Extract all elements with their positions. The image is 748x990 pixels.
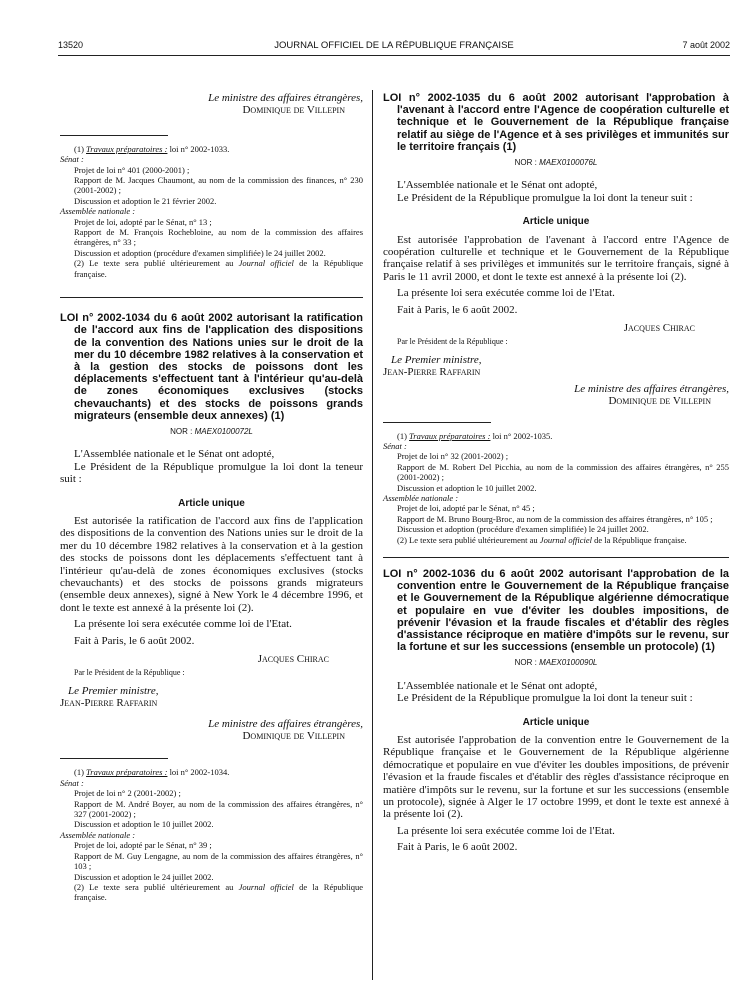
signed-place-date: Fait à Paris, le 6 août 2002.	[397, 841, 518, 854]
president-signature: Jacques Chirac	[257, 653, 329, 666]
promulgation-text: Le Président de la République promulgue la loi dont la teneur suit :	[397, 191, 693, 204]
issue-date: 7 août 2002	[682, 40, 730, 50]
header-rule	[58, 55, 730, 56]
promulgation-text: Le Président de la République promulgue la loi dont la teneur suit :	[60, 460, 363, 486]
adopted-text: L'Assemblée nationale et le Sénat ont adopté,	[74, 448, 275, 461]
promulgation-text: Le Président de la République promulgue la loi dont la teneur suit :	[397, 692, 693, 705]
law-1035-nor: NOR : MAEX0100076L	[514, 158, 598, 168]
footnote-rule	[60, 758, 168, 759]
pm-name: Jean-Pierre Raffarin	[383, 366, 481, 379]
law-1034-nor: NOR : MAEX0100072L	[170, 426, 253, 436]
execution-text: La présente loi sera exécutée comme loi de l'Etat.	[397, 287, 615, 300]
pm-role: Le Premier ministre,	[68, 684, 159, 697]
journal-title: JOURNAL OFFICIEL DE LA RÉPUBLIQUE FRANÇAISE	[274, 40, 514, 51]
article-heading: Article unique	[522, 716, 590, 728]
minister-role: Le ministre des affaires étrangères,	[574, 382, 729, 395]
execution-text: La présente loi sera exécutée comme loi de l'Etat.	[74, 618, 292, 631]
footnotes-law-1035: (1) Travaux préparatoires : loi n° 2002-1035. Sénat : Projet de loi n° 32 (2001-2002) ; Rapport de M. Robert Del Picchia, au nom de la commission des affaires étrangères, n° 255 (2001-2002) ; Discussion et adoption le 10 juillet 2002. Assemblée nationale : Projet de loi, adopté par le Sénat, n° 45 ; Rapport de M. Bruno Bourg-Broc, au nom de la commission des affaires étrangères, n° 105 ; Discussion et adoption (procédure d'examen simplifiée) le 24 juillet 2002. (2) Le texte sera publié ultérieurement au Journal officiel de la République française.	[383, 430, 729, 545]
president-signature: Jacques Chirac	[623, 322, 695, 335]
pm-name: Jean-Pierre Raffarin	[60, 697, 158, 710]
top-signature-role: Le ministre des affaires étrangères,	[208, 92, 363, 104]
adopted-text: L'Assemblée nationale et le Sénat ont adopté,	[397, 179, 598, 192]
travaux-link[interactable]: Travaux préparatoires :	[409, 430, 491, 441]
law-1036-nor: NOR : MAEX0100090L	[514, 658, 598, 668]
law-1034-title: LOI n° 2002-1034 du 6 août 2002 autorisant la ratification de l'accord aux fins de l'application des dispositions de la convention des Nations unies sur le droit de la mer du 10 décembre 1982 relatives à la conservation et à la gestion des stocks de poissons dont les déplacements s'effectuent tant à l'intérieur qu'au-delà de zones économiques exclusives (stocks chevauchants) et des stocks de poissons grands migrateurs (ensemble deux annexes) (1)	[60, 312, 363, 422]
signed-place-date: Fait à Paris, le 6 août 2002.	[74, 634, 195, 647]
signature-by: Par le Président de la République :	[74, 668, 185, 678]
law-1035-title: LOI n° 2002-1035 du 6 août 2002 autorisant l'approbation à l'avenant à l'accord entre l'Agence de coopération culturelle et technique et le Gouvernement de la République française relatif au siège de l'Agence et à ses privilèges et immunités sur le territoire français (1)	[383, 92, 729, 153]
travaux-link[interactable]: Travaux préparatoires :	[86, 143, 168, 154]
law-1036-title: LOI n° 2002-1036 du 6 août 2002 autorisant l'approbation de la convention entre le Gouvernement de la République française et le Gouvernement de la République algérienne démocratique et populaire en vue d'éviter les doubles impositions, de prévenir l'évasion et la fraude fiscales et d'établir des règles d'assistance réciproque en matière d'impôts sur le revenu, sur la fortune et sur les successions (ensemble un protocole) (1)	[383, 567, 729, 654]
section-rule	[60, 297, 363, 298]
article-heading: Article unique	[178, 497, 245, 509]
signature-by: Par le Président de la République :	[397, 337, 508, 347]
minister-role: Le ministre des affaires étrangères,	[208, 717, 363, 730]
page-header	[58, 40, 730, 54]
footnotes-law-1034: (1) Travaux préparatoires : loi n° 2002-1034. Sénat : Projet de loi n° 2 (2001-2002) ; Rapport de M. André Boyer, au nom de la commission des affaires étrangères, n° 327 (2001-2002) ; Discussion et adoption le 10 juillet 2002. Assemblée nationale : Projet de loi, adopté par le Sénat, n° 39 ; Rapport de M. Guy Lengagne, au nom de la commission des affaires étrangères, n° 103 ; Discussion et adoption le 24 juillet 2002. (2) Le texte sera publié ultérieurement au Journal officiel de la République française.	[60, 767, 363, 903]
minister-name: Dominique de Villepin	[242, 730, 345, 743]
travaux-link[interactable]: Travaux préparatoires :	[86, 767, 168, 778]
section-rule	[383, 557, 729, 558]
article-body: Est autorisée l'approbation de la convention entre le Gouvernement de la République française et le Gouvernement de la République algérienne démocratique et populaire en vue d'éviter les doubles impositions, de prévenir l'évasion et la fraude fiscales et d'établir des règles d'assistance réciproque en matière d'impôts sur le revenu, sur la fortune et sur les successions (ensemble un protocole), signée à Alger le 17 octobre 1999, et dont le texte est annexé à la présente loi (2).	[383, 734, 729, 821]
footnote-rule	[383, 422, 491, 423]
page-number: 13520	[58, 40, 84, 50]
article-body: Est autorisée l'approbation de l'avenant à l'accord entre l'Agence de coopération culturelle et technique et le Gouvernement de la République française relatif à ses privilèges et immunités sur le territoire français, signé à Paris le 11 avril 2000, et dont le texte est annexé à la présente loi (2).	[383, 233, 729, 283]
left-column	[60, 92, 363, 903]
execution-text: La présente loi sera exécutée comme loi de l'Etat.	[397, 824, 615, 837]
top-signature-name: Dominique de Villepin	[242, 104, 345, 117]
pm-role: Le Premier ministre,	[391, 353, 482, 366]
right-column	[383, 92, 729, 854]
adopted-text: L'Assemblée nationale et le Sénat ont adopté,	[397, 679, 598, 692]
footnotes-law-1033: (1) Travaux préparatoires : loi n° 2002-1033. Sénat : Projet de loi n° 401 (2000-2001) ; Rapport de M. Jacques Chaumont, au nom de la commission des finances, n° 230 (2001-2002) ; Discussion et adoption le 21 février 2002. Assemblée nationale : Projet de loi, adopté par le Sénat, n° 13 ; Rapport de M. François Rochebloine, au nom de la commission des affaires étrangères, n° 33 ; Discussion et adoption (procédure d'examen simplifiée) le 24 juillet 2002. (2) Le texte sera publié ultérieurement au Journal officiel de la République française.	[60, 143, 363, 279]
article-heading: Article unique	[522, 216, 590, 228]
article-body: Est autorisée la ratification de l'accord aux fins de l'application des dispositions de la convention des Nations unies sur le droit de la mer du 10 décembre 1982 relatives à la conservation et à la gestion des stocks de poissons dont les déplacements s'effectuent tant à l'intérieur qu'au-delà de zones économiques exclusives (stocks chevauchants) et des stocks de poissons grands migrateurs (ensemble deux annexes), signé à New York le 4 décembre 1996, et dont le texte est annexé à la présente loi (2).	[60, 514, 363, 614]
signed-place-date: Fait à Paris, le 6 août 2002.	[397, 303, 518, 316]
footnote-rule	[60, 135, 168, 136]
column-divider	[372, 90, 373, 980]
minister-name: Dominique de Villepin	[608, 395, 711, 408]
